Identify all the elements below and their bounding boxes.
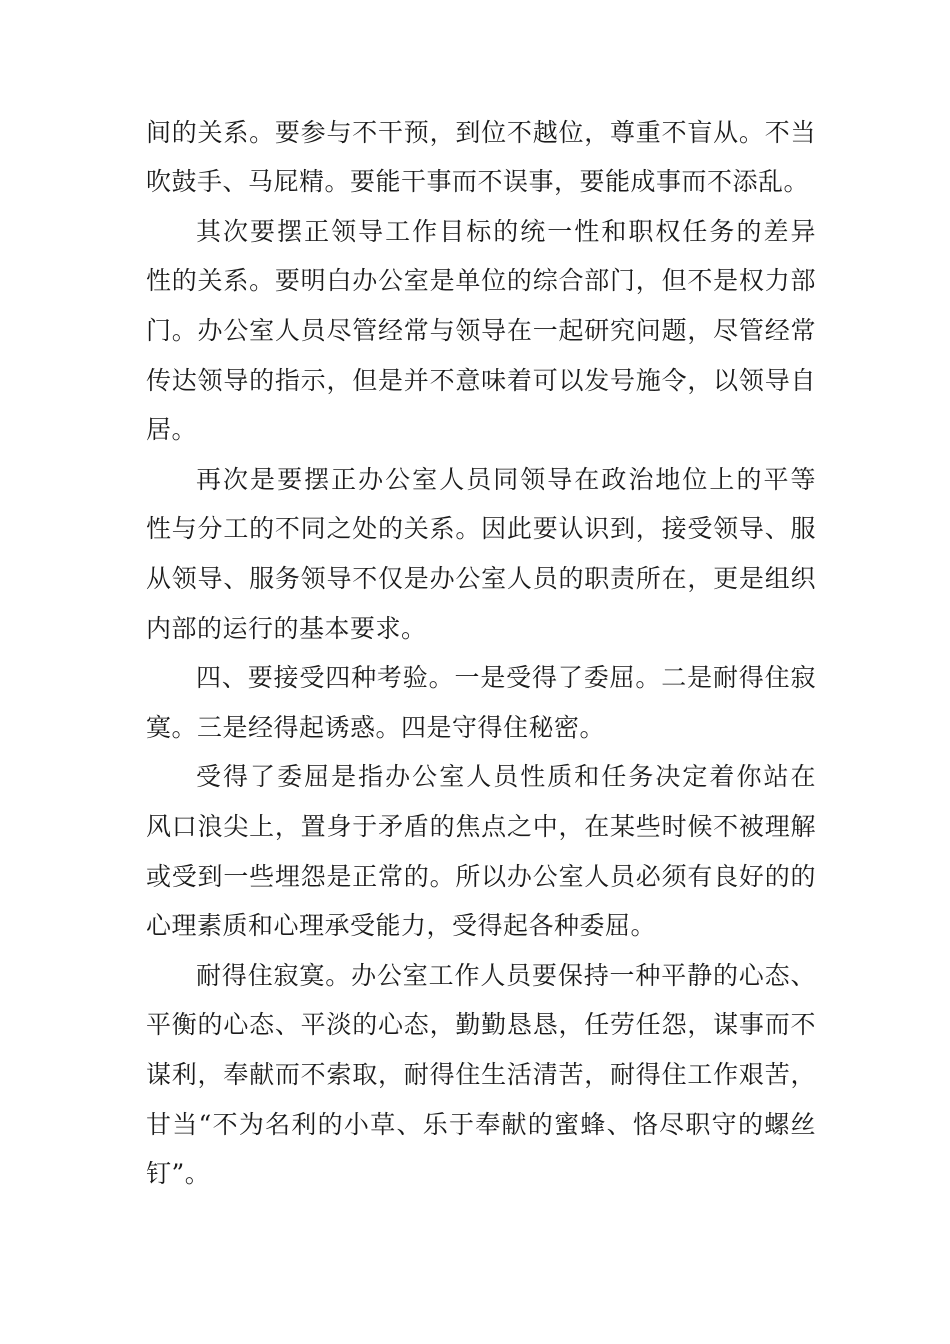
text-line: 门。办公室人员尽管经常与领导在一起研究问题，尽管经常 xyxy=(146,316,816,345)
text-line: 或受到一些埋怨是正常的。所以办公室人员必须有良好的的 xyxy=(146,862,816,891)
text-line: 其次要摆正领导工作目标的统一性和职权任务的差异 xyxy=(196,217,816,246)
text-line: 传达领导的指示，但是并不意味着可以发号施令，以领导自 xyxy=(146,366,816,395)
text-line: 内部的运行的基本要求。 xyxy=(146,614,427,643)
text-line: 间的关系。要参与不干预，到位不越位，尊重不盲从。不当 xyxy=(146,118,816,147)
text-line: 吹鼓手、马屁精。要能干事而不误事，要能成事而不添乱。 xyxy=(146,167,810,196)
text-line: 性与分工的不同之处的关系。因此要认识到，接受领导、服 xyxy=(146,514,816,543)
text-line: 谋利，奉献而不索取，耐得住生活清苦，耐得住工作艰苦， xyxy=(146,1060,816,1089)
text-line: 居。 xyxy=(146,415,198,444)
text-line: 从领导、服务领导不仅是办公室人员的职责所在，更是组织 xyxy=(146,564,816,593)
text-line: 心理素质和心理承受能力，受得起各种委屈。 xyxy=(146,911,657,940)
text-line: 钉”。 xyxy=(146,1159,211,1188)
text-line: 四、要接受四种考验。一是受得了委屈。二是耐得住寂 xyxy=(196,663,816,692)
text-line: 性的关系。要明白办公室是单位的综合部门，但不是权力部 xyxy=(146,266,816,295)
text-line: 受得了委屈是指办公室人员性质和任务决定着你站在 xyxy=(196,762,816,791)
text-line: 寞。三是经得起诱惑。四是守得住秘密。 xyxy=(146,713,606,742)
text-line: 耐得住寂寞。办公室工作人员要保持一种平静的心态、 xyxy=(196,961,816,990)
text-line: 风口浪尖上，置身于矛盾的焦点之中，在某些时候不被理解 xyxy=(146,812,816,841)
text-line: 再次是要摆正办公室人员同领导在政治地位上的平等 xyxy=(196,465,816,494)
text-line: 平衡的心态、平淡的心态，勤勤恳恳，任劳任怨，谋事而不 xyxy=(146,1010,816,1039)
text-line: 甘当“不为名利的小草、乐于奉献的蜜蜂、恪尽职守的螺丝 xyxy=(146,1110,816,1139)
